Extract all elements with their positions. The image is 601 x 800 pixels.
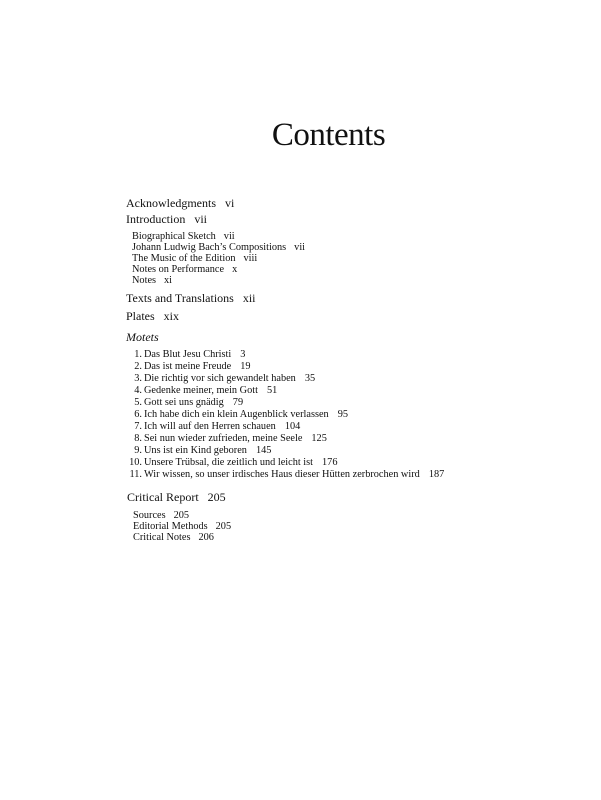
page-title: Contents (271, 117, 386, 153)
toc-subentry: Notes on Performance x (132, 264, 238, 275)
toc-subentry: Sources 205 (133, 510, 190, 521)
toc-subentry: Biographical Sketch vii (132, 231, 235, 242)
toc-subentry: Johann Ludwig Bach’s Compositions vii (132, 242, 306, 253)
toc-subentry: Notes xi (132, 275, 173, 286)
toc-entry-plates: Plates xix (126, 309, 180, 323)
toc-entry-acknowledgments: Acknowledgments vi (126, 196, 235, 210)
toc-entry-texts-translations: Texts and Translations xii (126, 291, 256, 305)
toc-entry-introduction: Introduction vii (126, 212, 207, 226)
section-heading-motets: Motets (126, 330, 159, 344)
toc-subentry: Critical Notes 206 (133, 532, 214, 543)
toc-entry-critical-report: Critical Report 205 (127, 490, 226, 504)
toc-subentry: Editorial Methods 205 (133, 521, 232, 532)
toc-subentry: The Music of the Edition viii (132, 253, 258, 264)
